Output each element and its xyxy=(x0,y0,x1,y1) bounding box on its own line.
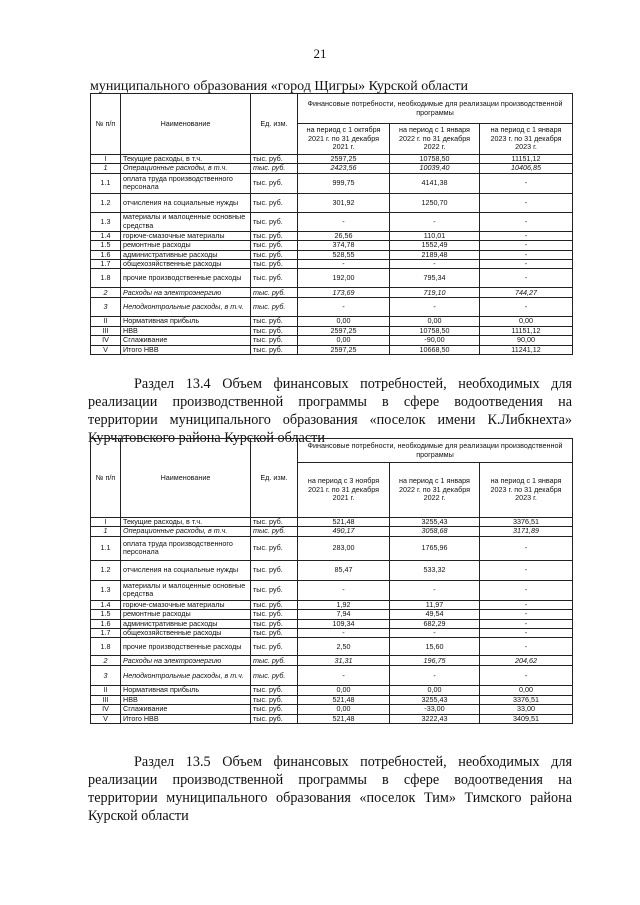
row-value: - xyxy=(390,260,480,269)
row-unit: тыс. руб. xyxy=(251,298,298,317)
row-number: 1.1 xyxy=(91,173,121,193)
row-name: Неподконтрольные расходы, в т.ч. xyxy=(121,298,251,317)
row-number: 1 xyxy=(91,164,121,173)
table-body xyxy=(91,155,573,355)
row-unit: тыс. руб. xyxy=(251,666,298,686)
row-value: 4141,38 xyxy=(390,173,480,193)
table-header xyxy=(91,94,573,155)
row-number: 3 xyxy=(91,666,121,686)
row-number: 1.8 xyxy=(91,638,121,656)
row-unit: тыс. руб. xyxy=(251,527,298,536)
row-name: отчисления на социальные нужды xyxy=(121,560,251,580)
row-name: материалы и малоценные основные средства xyxy=(121,212,251,231)
row-unit: тыс. руб. xyxy=(251,288,298,298)
row-value: 3171,89 xyxy=(480,527,573,536)
row-unit: тыс. руб. xyxy=(251,155,298,164)
row-number: V xyxy=(91,714,121,723)
row-value: 533,32 xyxy=(390,560,480,580)
table-row xyxy=(91,527,573,536)
row-unit: тыс. руб. xyxy=(251,686,298,695)
row-name: оплата труда производственного персонала xyxy=(121,173,251,193)
row-value: - xyxy=(480,580,573,600)
row-value: - xyxy=(480,619,573,628)
row-name: НВВ xyxy=(121,695,251,704)
row-value: 3222,43 xyxy=(390,714,480,723)
header-name: Наименование xyxy=(121,439,251,518)
table-row xyxy=(91,288,573,298)
row-unit: тыс. руб. xyxy=(251,164,298,173)
table-row xyxy=(91,345,573,354)
row-number: 1.4 xyxy=(91,600,121,609)
row-unit: тыс. руб. xyxy=(251,638,298,656)
header-unit: Ед. изм. xyxy=(251,439,298,518)
row-value: 0,00 xyxy=(390,317,480,326)
table-row xyxy=(91,580,573,600)
row-value: 0,00 xyxy=(298,336,390,345)
row-number: 1.6 xyxy=(91,250,121,259)
row-unit: тыс. руб. xyxy=(251,610,298,619)
header-num: № п/п xyxy=(91,439,121,518)
table-row xyxy=(91,212,573,231)
row-number: II xyxy=(91,317,121,326)
row-number: 1.1 xyxy=(91,536,121,560)
table-row xyxy=(91,638,573,656)
row-value: 33,00 xyxy=(480,705,573,714)
table-row xyxy=(91,536,573,560)
row-name: материалы и малоценные основные средства xyxy=(121,580,251,600)
row-value: 0,00 xyxy=(480,317,573,326)
table-row xyxy=(91,666,573,686)
row-value: 0,00 xyxy=(298,317,390,326)
table-row xyxy=(91,686,573,695)
row-name: Сглаживание xyxy=(121,336,251,345)
header-name: Наименование xyxy=(121,94,251,155)
row-number: I xyxy=(91,518,121,527)
section-text: Объем финансовых потребностей, необходимых для реализации производственной программы в сфере водоотведения на территории муниципального образования «поселок Тим» Тимского района Курской области xyxy=(88,754,572,824)
fragment-heading: муниципального образования «город Щигры» Курской области xyxy=(90,79,469,94)
row-name: Нормативная прибыль xyxy=(121,686,251,695)
row-value: 3409,51 xyxy=(480,714,573,723)
row-value: - xyxy=(480,600,573,609)
row-unit: тыс. руб. xyxy=(251,705,298,714)
row-number: 1.2 xyxy=(91,560,121,580)
row-value: 1,92 xyxy=(298,600,390,609)
header-num: № п/п xyxy=(91,94,121,155)
row-unit: тыс. руб. xyxy=(251,536,298,560)
table-row xyxy=(91,336,573,345)
row-value: 15,60 xyxy=(390,638,480,656)
row-number: 3 xyxy=(91,298,121,317)
row-name: Сглаживание xyxy=(121,705,251,714)
row-name: отчисления на социальные нужды xyxy=(121,193,251,212)
row-value: - xyxy=(480,610,573,619)
header-period: на период с 3 ноября 2021 г. по 31 декабря 2021 г. xyxy=(298,463,390,518)
row-value: - xyxy=(298,580,390,600)
row-unit: тыс. руб. xyxy=(251,250,298,259)
table-row xyxy=(91,714,573,723)
row-name: общехозяйственные расходы xyxy=(121,629,251,638)
row-value: 1552,49 xyxy=(390,241,480,250)
row-value: 744,27 xyxy=(480,288,573,298)
row-number: I xyxy=(91,155,121,164)
row-unit: тыс. руб. xyxy=(251,317,298,326)
table-header xyxy=(91,439,573,518)
row-unit: тыс. руб. xyxy=(251,629,298,638)
row-name: Текущие расходы, в т.ч. xyxy=(121,155,251,164)
row-value: - xyxy=(390,629,480,638)
row-value: 999,75 xyxy=(298,173,390,193)
row-name: ремонтные расходы xyxy=(121,610,251,619)
header-needs: Финансовые потребности, необходимые для реализации производственной программы xyxy=(298,94,573,124)
header-needs: Финансовые потребности, необходимые для реализации производственной программы xyxy=(298,439,573,463)
row-value: -90,00 xyxy=(390,336,480,345)
row-number: 1.8 xyxy=(91,269,121,288)
row-unit: тыс. руб. xyxy=(251,336,298,345)
row-value: 196,75 xyxy=(390,656,480,666)
row-number: 1.7 xyxy=(91,260,121,269)
row-value: - xyxy=(480,536,573,560)
row-number: 1.7 xyxy=(91,629,121,638)
row-value: 0,00 xyxy=(480,686,573,695)
financial-needs-table-libknekht xyxy=(90,438,573,724)
row-unit: тыс. руб. xyxy=(251,326,298,335)
table-row xyxy=(91,298,573,317)
row-value: 10406,85 xyxy=(480,164,573,173)
row-value: 3376,51 xyxy=(480,518,573,527)
page-number: 21 xyxy=(313,46,327,61)
row-value: 10668,50 xyxy=(390,345,480,354)
section-text: Объем финансовых потребностей, необходимых для реализации производственной программы в сфере водоотведения на территории муниципального образования «поселок имени К.Либкнехта» Курчатовского района Курской области xyxy=(88,376,572,446)
row-number: IV xyxy=(91,705,121,714)
table-row xyxy=(91,656,573,666)
row-value: 3255,43 xyxy=(390,518,480,527)
row-value: 26,56 xyxy=(298,231,390,240)
table-row xyxy=(91,164,573,173)
table-row xyxy=(91,610,573,619)
row-number: 1.5 xyxy=(91,241,121,250)
header-period: на период с 1 января 2023 г. по 31 декабря 2023 г. xyxy=(480,124,573,155)
row-value: 1765,96 xyxy=(390,536,480,560)
row-value: 11241,12 xyxy=(480,345,573,354)
row-value: - xyxy=(390,580,480,600)
row-value: - xyxy=(480,629,573,638)
row-name: НВВ xyxy=(121,326,251,335)
row-value: - xyxy=(480,666,573,686)
row-value: - xyxy=(480,212,573,231)
row-value: - xyxy=(480,231,573,240)
row-value: 0,00 xyxy=(298,705,390,714)
header-unit: Ед. изм. xyxy=(251,94,298,155)
table-row xyxy=(91,241,573,250)
row-unit: тыс. руб. xyxy=(251,619,298,628)
row-value: -33,00 xyxy=(390,705,480,714)
row-value: - xyxy=(298,666,390,686)
row-value: - xyxy=(480,193,573,212)
row-name: Операционные расходы, в т.ч. xyxy=(121,164,251,173)
row-value: 2597,25 xyxy=(298,155,390,164)
row-value: 2423,56 xyxy=(298,164,390,173)
row-name: Расходы на электроэнергию xyxy=(121,656,251,666)
row-value: 3376,51 xyxy=(480,695,573,704)
header-period: на период с 1 октября 2021 г. по 31 декабря 2021 г. xyxy=(298,124,390,155)
row-unit: тыс. руб. xyxy=(251,656,298,666)
section-heading-13-5 xyxy=(88,753,572,825)
row-value: - xyxy=(480,260,573,269)
row-unit: тыс. руб. xyxy=(251,695,298,704)
row-value: 109,34 xyxy=(298,619,390,628)
row-value: 3255,43 xyxy=(390,695,480,704)
row-value: - xyxy=(480,560,573,580)
row-number: V xyxy=(91,345,121,354)
row-number: II xyxy=(91,686,121,695)
header-period: на период с 1 января 2023 г. по 31 декабря 2023 г. xyxy=(480,463,573,518)
row-name: прочие производственные расходы xyxy=(121,638,251,656)
row-value: 173,69 xyxy=(298,288,390,298)
row-name: оплата труда производственного персонала xyxy=(121,536,251,560)
row-value: - xyxy=(298,298,390,317)
row-value: - xyxy=(298,260,390,269)
table-row xyxy=(91,705,573,714)
row-value: 528,55 xyxy=(298,250,390,259)
row-name: административные расходы xyxy=(121,250,251,259)
row-value: 0,00 xyxy=(298,686,390,695)
section-number: Раздел 13.5 xyxy=(134,754,211,770)
row-unit: тыс. руб. xyxy=(251,231,298,240)
row-unit: тыс. руб. xyxy=(251,600,298,609)
row-value: 283,00 xyxy=(298,536,390,560)
row-value: 10758,50 xyxy=(390,326,480,335)
row-unit: тыс. руб. xyxy=(251,173,298,193)
section-heading-13-4 xyxy=(88,375,572,447)
row-value: 10758,50 xyxy=(390,155,480,164)
row-value: 204,62 xyxy=(480,656,573,666)
row-value: 2597,25 xyxy=(298,326,390,335)
row-value: 110,01 xyxy=(390,231,480,240)
row-number: 1.2 xyxy=(91,193,121,212)
row-value: 90,00 xyxy=(480,336,573,345)
financial-needs-table-shchigry xyxy=(90,93,573,355)
row-value: - xyxy=(390,212,480,231)
row-name: Итого НВВ xyxy=(121,345,251,354)
row-unit: тыс. руб. xyxy=(251,518,298,527)
row-value: - xyxy=(480,250,573,259)
row-value: 11151,12 xyxy=(480,326,573,335)
row-value: 301,92 xyxy=(298,193,390,212)
row-unit: тыс. руб. xyxy=(251,345,298,354)
row-name: горюче-смазочные материалы xyxy=(121,231,251,240)
row-value: - xyxy=(480,269,573,288)
row-value: 3058,68 xyxy=(390,527,480,536)
row-value: 11,97 xyxy=(390,600,480,609)
row-name: горюче-смазочные материалы xyxy=(121,600,251,609)
table-row xyxy=(91,269,573,288)
row-value: 10039,40 xyxy=(390,164,480,173)
row-number: 1.4 xyxy=(91,231,121,240)
row-number: IV xyxy=(91,336,121,345)
row-name: общехозяйственные расходы xyxy=(121,260,251,269)
row-value: 2189,48 xyxy=(390,250,480,259)
row-value: - xyxy=(298,629,390,638)
table-row xyxy=(91,317,573,326)
table-row xyxy=(91,560,573,580)
row-number: 1.3 xyxy=(91,212,121,231)
row-value: 374,78 xyxy=(298,241,390,250)
row-unit: тыс. руб. xyxy=(251,560,298,580)
row-name: Текущие расходы, в т.ч. xyxy=(121,518,251,527)
row-value: 682,29 xyxy=(390,619,480,628)
row-value: 192,00 xyxy=(298,269,390,288)
table-body xyxy=(91,518,573,724)
row-value: - xyxy=(480,173,573,193)
row-unit: тыс. руб. xyxy=(251,193,298,212)
row-value: 7,94 xyxy=(298,610,390,619)
row-value: 521,48 xyxy=(298,714,390,723)
header-period: на период с 1 января 2022 г. по 31 декабря 2022 г. xyxy=(390,124,480,155)
row-value: 521,48 xyxy=(298,695,390,704)
row-value: - xyxy=(480,241,573,250)
row-name: прочие производственные расходы xyxy=(121,269,251,288)
row-value: 31,31 xyxy=(298,656,390,666)
row-value: - xyxy=(480,298,573,317)
row-number: III xyxy=(91,695,121,704)
row-unit: тыс. руб. xyxy=(251,260,298,269)
row-value: 521,48 xyxy=(298,518,390,527)
row-name: Операционные расходы, в т.ч. xyxy=(121,527,251,536)
row-unit: тыс. руб. xyxy=(251,212,298,231)
row-value: 11151,12 xyxy=(480,155,573,164)
row-name: Неподконтрольные расходы, в т.ч. xyxy=(121,666,251,686)
row-value: 0,00 xyxy=(390,686,480,695)
row-value: 795,34 xyxy=(390,269,480,288)
row-value: 2,50 xyxy=(298,638,390,656)
row-unit: тыс. руб. xyxy=(251,580,298,600)
table-row xyxy=(91,173,573,193)
row-number: 2 xyxy=(91,656,121,666)
row-value: - xyxy=(390,298,480,317)
row-name: ремонтные расходы xyxy=(121,241,251,250)
section-number: Раздел 13.4 xyxy=(134,376,211,392)
row-number: 2 xyxy=(91,288,121,298)
row-value: 719,10 xyxy=(390,288,480,298)
table-row xyxy=(91,193,573,212)
row-value: - xyxy=(298,212,390,231)
table-row xyxy=(91,260,573,269)
row-number: 1 xyxy=(91,527,121,536)
row-name: Нормативная прибыль xyxy=(121,317,251,326)
row-unit: тыс. руб. xyxy=(251,269,298,288)
row-unit: тыс. руб. xyxy=(251,714,298,723)
header-period: на период с 1 января 2022 г. по 31 декабря 2022 г. xyxy=(390,463,480,518)
row-value: - xyxy=(390,666,480,686)
row-value: 85,47 xyxy=(298,560,390,580)
row-value: 490,17 xyxy=(298,527,390,536)
row-value: 1250,70 xyxy=(390,193,480,212)
row-name: административные расходы xyxy=(121,619,251,628)
row-number: 1.6 xyxy=(91,619,121,628)
row-value: 2597,25 xyxy=(298,345,390,354)
table-row xyxy=(91,629,573,638)
row-value: - xyxy=(480,638,573,656)
row-unit: тыс. руб. xyxy=(251,241,298,250)
row-name: Итого НВВ xyxy=(121,714,251,723)
row-number: 1.5 xyxy=(91,610,121,619)
row-number: 1.3 xyxy=(91,580,121,600)
row-number: III xyxy=(91,326,121,335)
row-name: Расходы на электроэнергию xyxy=(121,288,251,298)
row-value: 49,54 xyxy=(390,610,480,619)
